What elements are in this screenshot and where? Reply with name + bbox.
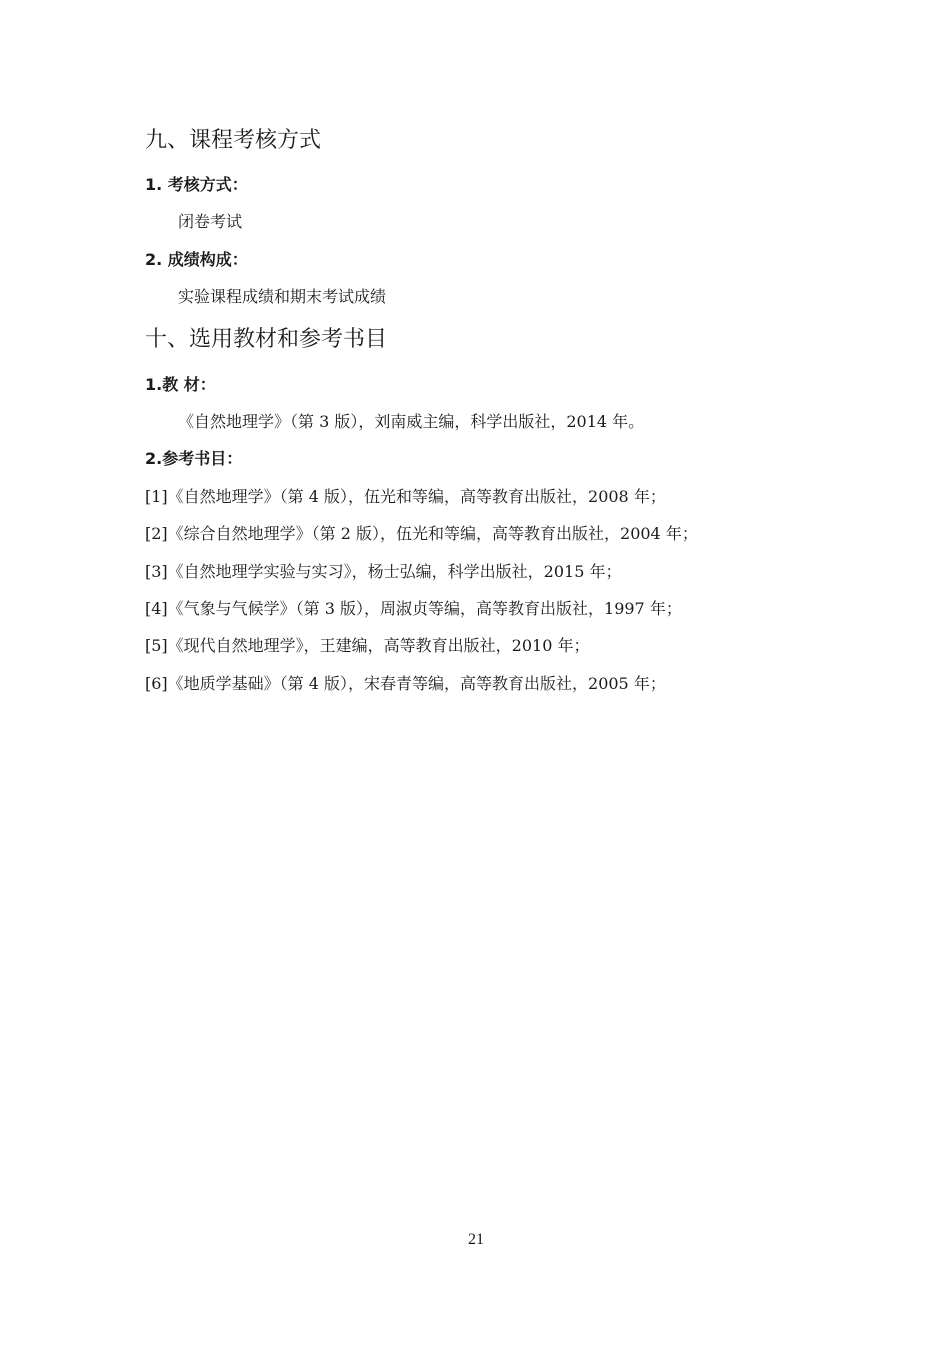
section-10-title: 十、选用教材和参考书目 bbox=[145, 327, 388, 352]
reference-item: [5]《现代自然地理学》，王建编，高等教育出版社，2010 年； bbox=[145, 636, 590, 655]
reference-item: [2]《综合自然地理学》（第 2 版），伍光和等编，高等教育出版社，2004 年； bbox=[145, 524, 698, 543]
section-9-item-2-text: 实验课程成绩和期末考试成绩 bbox=[178, 287, 387, 306]
reference-item: [4]《气象与气候学》（第 3 版），周淑贞等编，高等教育出版社，1997 年； bbox=[145, 599, 682, 618]
section-9-item-2-heading: 2. 成绩构成： bbox=[145, 250, 248, 269]
reference-item: [1]《自然地理学》（第 4 版），伍光和等编，高等教育出版社，2008 年； bbox=[145, 487, 666, 506]
textbook-entry: 《自然地理学》（第 3 版），刘南威主编，科学出版社，2014 年。 bbox=[178, 412, 645, 431]
reference-item: [6]《地质学基础》（第 4 版），宋春青等编，高等教育出版社，2005 年； bbox=[145, 674, 666, 693]
section-9-item-1-text: 闭卷考试 bbox=[178, 212, 243, 231]
section-10-item-1-heading: 1.教 材： bbox=[145, 375, 216, 394]
page-number: 21 bbox=[468, 1231, 484, 1248]
section-10-item-2-heading: 2.参考书目： bbox=[145, 449, 243, 468]
section-9-item-1-heading: 1. 考核方式： bbox=[145, 175, 248, 194]
reference-item: [3]《自然地理学实验与实习》，杨士弘编，科学出版社，2015 年； bbox=[145, 562, 622, 581]
section-9-title: 九、课程考核方式 bbox=[145, 128, 322, 153]
